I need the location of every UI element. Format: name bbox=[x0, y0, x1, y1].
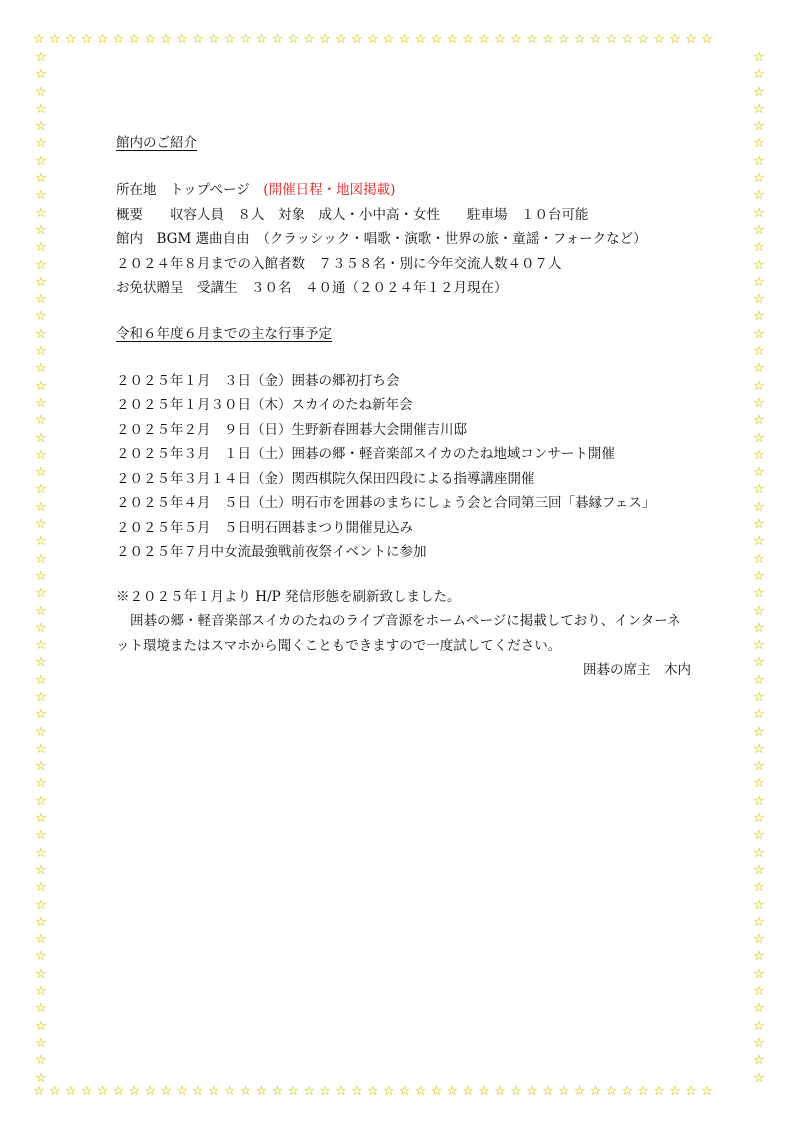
star-icon: ☆ bbox=[753, 1018, 765, 1034]
star-icon: ☆ bbox=[753, 897, 765, 913]
star-icon: ☆ bbox=[753, 776, 765, 792]
star-icon: ☆ bbox=[753, 257, 765, 273]
notice-section bbox=[116, 585, 691, 683]
star-icon: ☆ bbox=[753, 620, 765, 636]
bgm-line: 館内 BGM 選曲自由 （クラッシック・唱歌・演歌・世界の旅・童謡・フォークなど） bbox=[116, 231, 647, 247]
star-icon: ☆ bbox=[35, 344, 47, 360]
star-icon: ☆ bbox=[35, 655, 47, 671]
star-icon: ☆ bbox=[35, 222, 47, 238]
star-icon: ☆ bbox=[35, 447, 47, 463]
star-icon: ☆ bbox=[753, 465, 765, 481]
schedule-heading: 令和６年度６月までの主な行事予定 bbox=[116, 325, 332, 342]
star-icon: ☆ bbox=[35, 793, 47, 809]
star-icon: ☆ bbox=[35, 205, 47, 221]
event-item: ２０２５年７月中女流最強戦前夜祭イベントに参加 bbox=[116, 544, 427, 560]
star-icon: ☆ bbox=[753, 603, 765, 619]
star-icon: ☆ bbox=[753, 171, 765, 187]
star-icon: ☆ bbox=[753, 655, 765, 671]
star-icon: ☆ bbox=[35, 586, 47, 602]
star-icon: ☆ bbox=[35, 724, 47, 740]
star-icon: ☆ bbox=[753, 222, 765, 238]
star-icon: ☆ bbox=[753, 361, 765, 377]
star-icon: ☆ bbox=[753, 966, 765, 982]
star-icon: ☆ bbox=[35, 188, 47, 204]
event-item: ２０２５年４月 ５日（土）明石市を囲碁のまちにしょう会と合同第三回「碁縁フェス」 bbox=[116, 495, 656, 511]
event-item: ２０２５年３月１４日（金）関西棋院久保田四段による指導講座開催 bbox=[116, 470, 535, 487]
star-icon: ☆ bbox=[35, 67, 47, 83]
star-icon: ☆ bbox=[35, 119, 47, 135]
star-icon: ☆ bbox=[753, 344, 765, 360]
star-icon: ☆ bbox=[753, 51, 765, 65]
star-icon: ☆ bbox=[35, 949, 47, 965]
star-icon: ☆ bbox=[35, 1053, 47, 1069]
star-icon: ☆ bbox=[35, 638, 47, 654]
star-icon: ☆ bbox=[753, 205, 765, 221]
star-icon: ☆ bbox=[753, 292, 765, 308]
star-icon: ☆ bbox=[753, 1001, 765, 1017]
star-icon: ☆ bbox=[35, 171, 47, 187]
notice-line: ※２０２５年１月より H/P 発信形態を刷新致しました。 bbox=[116, 588, 461, 605]
star-icon: ☆ bbox=[35, 465, 47, 481]
star-icon: ☆ bbox=[753, 672, 765, 688]
star-icon: ☆ bbox=[35, 759, 47, 775]
star-icon: ☆ bbox=[35, 1070, 47, 1086]
star-icon: ☆ bbox=[35, 101, 47, 117]
star-icon: ☆ bbox=[35, 897, 47, 913]
star-icon: ☆ bbox=[753, 741, 765, 757]
star-icon: ☆ bbox=[35, 326, 47, 342]
event-item: ２０２５年５月 ５日明石囲碁まつり開催見込み bbox=[116, 519, 413, 536]
star-icon: ☆ bbox=[753, 119, 765, 135]
star-icon: ☆ bbox=[753, 949, 765, 965]
star-icon: ☆ bbox=[35, 551, 47, 567]
event-item: ２０２５年１月３０日（木）スカイのたね新年会 bbox=[116, 397, 413, 413]
star-icon: ☆ bbox=[35, 499, 47, 515]
star-icon: ☆ bbox=[35, 1001, 47, 1017]
star-icon: ☆ bbox=[753, 984, 765, 1000]
star-border-bottom: ☆☆☆☆☆☆☆☆☆☆☆☆☆☆☆☆☆☆☆☆☆☆☆☆☆☆☆☆☆☆☆☆☆☆☆☆☆☆☆☆☆☆☆ bbox=[33, 1085, 717, 1098]
star-icon: ☆ bbox=[753, 482, 765, 498]
star-icon: ☆ bbox=[35, 811, 47, 827]
event-item: ２０２５年３月 １日（土）囲碁の郷・軽音楽部スイカのたね地域コンサート開催 bbox=[116, 446, 615, 462]
star-icon: ☆ bbox=[35, 1035, 47, 1051]
star-icon: ☆ bbox=[35, 603, 47, 619]
star-icon: ☆ bbox=[35, 413, 47, 429]
star-icon: ☆ bbox=[753, 534, 765, 550]
star-border-left bbox=[33, 51, 49, 1089]
star-icon: ☆ bbox=[753, 240, 765, 256]
star-icon: ☆ bbox=[753, 862, 765, 878]
star-icon: ☆ bbox=[35, 707, 47, 723]
star-icon: ☆ bbox=[753, 413, 765, 429]
star-icon: ☆ bbox=[35, 1018, 47, 1034]
map-schedule-link[interactable]: (開催日程・地図掲載) bbox=[263, 182, 396, 198]
star-icon: ☆ bbox=[753, 1053, 765, 1069]
star-icon: ☆ bbox=[35, 361, 47, 377]
event-item: ２０２５年１月 ３日（金）囲碁の郷初打ち会 bbox=[116, 372, 400, 389]
star-icon: ☆ bbox=[753, 811, 765, 827]
star-icon: ☆ bbox=[35, 257, 47, 273]
star-icon: ☆ bbox=[35, 378, 47, 394]
star-icon: ☆ bbox=[35, 862, 47, 878]
star-icon: ☆ bbox=[35, 309, 47, 325]
star-icon: ☆ bbox=[35, 430, 47, 446]
star-icon: ☆ bbox=[35, 517, 47, 533]
schedule-section bbox=[116, 321, 691, 565]
signature: 囲碁の席主 木内 bbox=[583, 662, 691, 678]
star-border-right bbox=[751, 51, 767, 1089]
star-icon: ☆ bbox=[35, 828, 47, 844]
star-icon: ☆ bbox=[35, 689, 47, 705]
star-icon: ☆ bbox=[753, 638, 765, 654]
star-icon: ☆ bbox=[753, 793, 765, 809]
event-item: ２０２５年２月 ９日（日）生野新春囲碁大会開催吉川邸 bbox=[116, 421, 467, 438]
document-body bbox=[116, 130, 691, 683]
star-icon: ☆ bbox=[753, 517, 765, 533]
star-icon: ☆ bbox=[35, 136, 47, 152]
star-icon: ☆ bbox=[35, 966, 47, 982]
star-icon: ☆ bbox=[753, 67, 765, 83]
star-icon: ☆ bbox=[35, 845, 47, 861]
star-icon: ☆ bbox=[753, 326, 765, 342]
star-border-top: ☆☆☆☆☆☆☆☆☆☆☆☆☆☆☆☆☆☆☆☆☆☆☆☆☆☆☆☆☆☆☆☆☆☆☆☆☆☆☆☆☆☆☆ bbox=[33, 33, 717, 46]
star-icon: ☆ bbox=[753, 84, 765, 100]
star-icon: ☆ bbox=[35, 51, 47, 65]
star-icon: ☆ bbox=[753, 395, 765, 411]
star-icon: ☆ bbox=[35, 984, 47, 1000]
star-icon: ☆ bbox=[35, 153, 47, 169]
star-icon: ☆ bbox=[753, 136, 765, 152]
star-icon: ☆ bbox=[753, 1035, 765, 1051]
star-icon: ☆ bbox=[35, 395, 47, 411]
star-icon: ☆ bbox=[753, 759, 765, 775]
star-icon: ☆ bbox=[35, 274, 47, 290]
star-icon: ☆ bbox=[35, 620, 47, 636]
star-icon: ☆ bbox=[35, 240, 47, 256]
star-icon: ☆ bbox=[753, 828, 765, 844]
star-icon: ☆ bbox=[35, 741, 47, 757]
star-icon: ☆ bbox=[753, 845, 765, 861]
star-icon: ☆ bbox=[35, 292, 47, 308]
star-icon: ☆ bbox=[753, 707, 765, 723]
star-icon: ☆ bbox=[753, 378, 765, 394]
star-icon: ☆ bbox=[753, 880, 765, 896]
star-icon: ☆ bbox=[753, 689, 765, 705]
star-icon: ☆ bbox=[35, 880, 47, 896]
overview-line: 概要 収容人員 ８人 対象 成人・小中高・女性 駐車場 １０台可能 bbox=[116, 206, 589, 223]
intro-heading: 館内のご紹介 bbox=[116, 135, 197, 151]
star-icon: ☆ bbox=[753, 499, 765, 515]
location-line bbox=[116, 178, 691, 203]
star-icon: ☆ bbox=[753, 274, 765, 290]
star-icon: ☆ bbox=[753, 586, 765, 602]
location-label: 所在地 トップページ bbox=[116, 182, 264, 198]
star-icon: ☆ bbox=[35, 568, 47, 584]
intro-section bbox=[116, 130, 691, 301]
star-icon: ☆ bbox=[753, 568, 765, 584]
star-icon: ☆ bbox=[35, 672, 47, 688]
event-list bbox=[116, 369, 691, 565]
star-icon: ☆ bbox=[753, 724, 765, 740]
visitors-line: ２０２４年８月までの入館者数 ７３５８名・別に今年交流人数４０７人 bbox=[116, 255, 562, 272]
star-icon: ☆ bbox=[35, 84, 47, 100]
star-icon: ☆ bbox=[753, 551, 765, 567]
star-icon: ☆ bbox=[753, 914, 765, 930]
star-icon: ☆ bbox=[35, 914, 47, 930]
star-icon: ☆ bbox=[753, 932, 765, 948]
certificates-line: お免状贈呈 受講生 ３０名 ４０通（２０２４年１２月現在） bbox=[116, 280, 508, 296]
star-icon: ☆ bbox=[753, 1070, 765, 1086]
notice-paragraph: 囲碁の郷・軽音楽部スイカのたねのライブ音源をホームページに掲載しており、インターネット環境またはスマホから聞くこともできますので一度試してください。 bbox=[116, 613, 681, 654]
star-icon: ☆ bbox=[753, 188, 765, 204]
star-icon: ☆ bbox=[753, 153, 765, 169]
star-icon: ☆ bbox=[753, 309, 765, 325]
star-icon: ☆ bbox=[35, 482, 47, 498]
star-icon: ☆ bbox=[35, 932, 47, 948]
star-icon: ☆ bbox=[753, 430, 765, 446]
star-icon: ☆ bbox=[753, 447, 765, 463]
star-icon: ☆ bbox=[35, 534, 47, 550]
star-icon: ☆ bbox=[753, 101, 765, 117]
star-icon: ☆ bbox=[35, 776, 47, 792]
